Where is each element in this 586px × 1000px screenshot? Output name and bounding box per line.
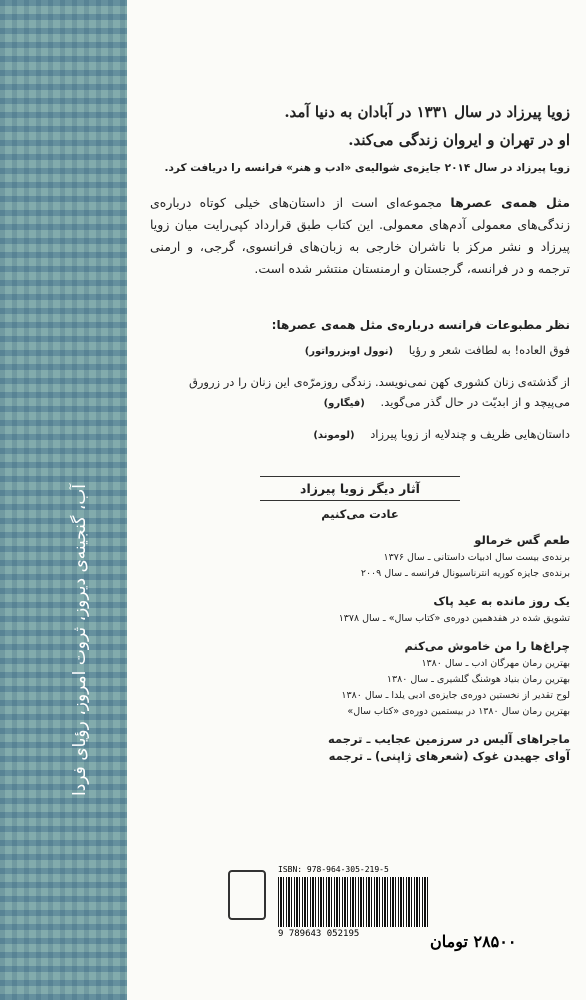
press-reviews <box>150 318 570 456</box>
review-item <box>150 424 570 446</box>
work-item <box>150 639 570 720</box>
work-title: طعم گس خرمالو <box>474 533 570 547</box>
review-source: (نوول اوبزرواتور) <box>304 346 394 357</box>
bio-award: زویا پیرزاد در سال ۲۰۱۴ جایزه‌ی شوالیه‌ی «ادب و هنر» فرانسه را دریافت کرد. <box>164 162 570 174</box>
other-works <box>150 476 570 766</box>
work-title: یک روز مانده به عید پاک <box>433 594 570 608</box>
barcode-number: 9 789643 052195 <box>278 929 360 939</box>
isbn-block <box>278 865 438 939</box>
works-heading: آثار دیگر زویا پیرزاد <box>260 476 460 501</box>
work-detail: برنده‌ی جایزه کوریه انترناسیونال فرانسه ـ سال ۲۰۰۹ <box>360 568 570 579</box>
review-text: داستان‌هایی ظریف و چندلایه از زویا پیرزاد <box>370 427 570 441</box>
work-item <box>150 732 570 763</box>
review-text: فوق العاده! به لطافت شعر و رؤیا <box>408 343 570 357</box>
spine-text: آب، گنجینه‌ی دیروز، ثروت امروز، رؤیای فردا <box>70 484 90 796</box>
work-title: ماجراهای آلیس در سرزمین عجایب ـ ترجمه <box>328 732 570 746</box>
work-detail: تشویق شده در هفدهمین دوره‌ی «کتاب سال» ـ سال ۱۳۷۸ <box>338 613 570 624</box>
reviews-title: نظر مطبوعات فرانسه درباره‌ی مثل همه‌ی عصرها: <box>271 318 570 332</box>
back-cover <box>150 0 570 1000</box>
bio-line-1: زویا پیرزاد در سال ۱۳۳۱ در آبادان به دنیا آمد. <box>284 103 570 121</box>
review-text: از گذشته‌ی زنان کشوری کهن نمی‌نویسد. زندگی روزمرّه‌ی این زنان را در زرورق می‌پیچد و از ابدیّت در حال گذر می‌گوید. <box>188 375 570 409</box>
work-title: چراغ‌ها را من خاموش می‌کنم <box>404 639 570 653</box>
works-heading-wrap <box>150 476 570 501</box>
work-title: عادت می‌کنیم <box>321 507 399 521</box>
book-title: مثل همه‌ی عصرها <box>450 195 570 210</box>
review-source: (فیگارو) <box>323 398 365 409</box>
isbn-label: ISBN: 978-964-305-219-5 <box>278 865 389 874</box>
work-item <box>150 594 570 627</box>
work-detail: لوح تقدیر از نخستین دوره‌ی جایزه‌ی ادبی یلدا ـ سال ۱۳۸۰ <box>341 690 570 701</box>
bio-line-2: او در تهران و ایروان زندگی می‌کند. <box>348 131 570 149</box>
work-detail: برنده‌ی بیست سال ادبیات داستانی ـ سال ۱۳۷۶ <box>383 552 570 563</box>
work-detail: بهترین رمان مهرگان ادب ـ سال ۱۳۸۰ <box>421 658 570 669</box>
author-bio <box>150 98 570 174</box>
barcode-icon <box>278 877 428 927</box>
price: ۲۸۵۰۰ تومان <box>430 932 517 951</box>
review-source: (لوموند) <box>313 430 355 441</box>
publisher-logo-icon <box>228 870 266 920</box>
review-item <box>150 340 570 362</box>
book-description <box>150 192 570 280</box>
description-text: مجموعه‌ای است از داستان‌های خیلی کوتاه درباره‌ی زندگی‌های معمولی آدم‌های معمولی. این کتاب طبق قرارداد کپی‌رایت میان زویا پیرزاد و نشر مرکز با ناشران خارجی به زبان‌های فرانسوی، گرجی، و ارمنی ترجمه و در فرانسه، گرجستان و ارمنستان منتشر شده است. <box>150 195 570 276</box>
work-title: آوای جهیدن غوک (شعرهای ژاپنی) ـ ترجمه <box>328 749 570 763</box>
review-item <box>150 372 570 414</box>
work-detail: بهترین رمان سال ۱۳۸۰ در بیستمین دوره‌ی «کتاب سال» <box>347 706 570 717</box>
book-spine <box>0 0 127 1000</box>
work-item <box>150 533 570 582</box>
work-detail: بهترین رمان بنیاد هوشنگ گلشیری ـ سال ۱۳۸۰ <box>386 674 570 685</box>
